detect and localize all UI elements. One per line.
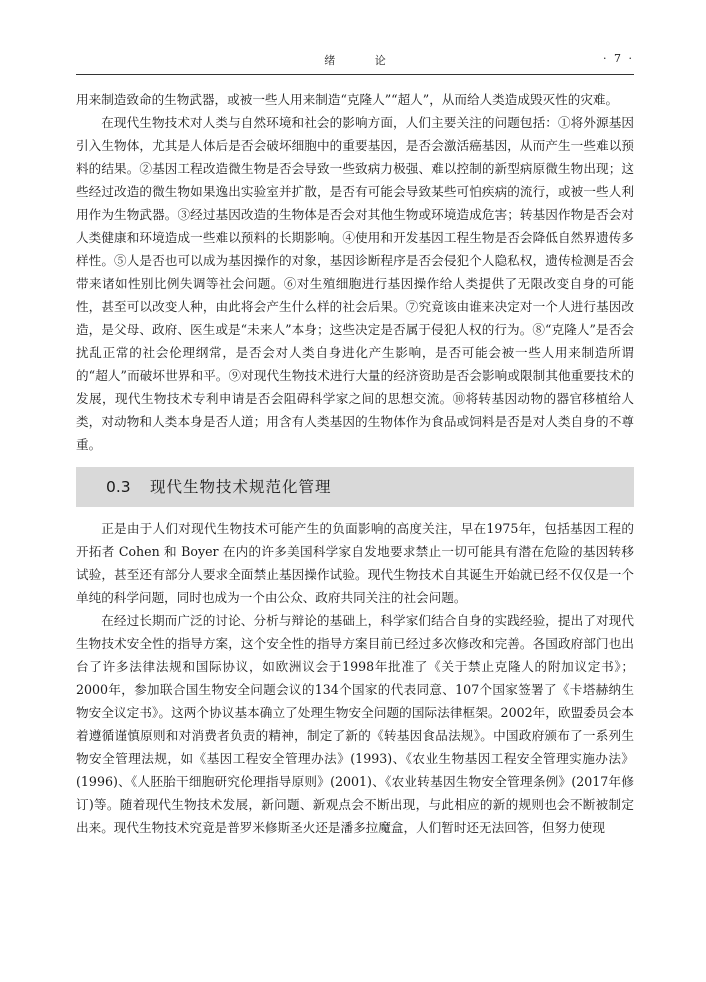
paragraph-concerns: 在现代生物技术对人类与自然环境和社会的影响方面，人们主要关注的问题包括：①将外源基因引入生物体，尤其是人体后是否会破坏细胞中的重要基因，是否会激活癌基因，从而产生一些难以预料的结果。②基因工程改造微生物是否会导致一些致病力极强、难以控制的新型病原微生物出现；这些经过改造的微生物如果逸出实验室并扩散，是否有可能会导致某些可怕疾病的流行，或被一些人利用作为生物武器。③经过基因改造的生物体是否会对其他生物或环境造成危害；转基因作物是否会对人类健康和环境造成一些难以预料的长期影响。④使用和开发基因工程生物是否会降低自然界遗传多样性。⑤人是否也可以成为基因操作的对象，基因诊断程序是否会侵犯个人隐私权，遗传检测是否会带来诸如性别比例失调等社会问题。⑥对生殖细胞进行基因操作给人类提供了无限改变自身的可能性，甚至可以改变人种，由此将会产生什么样的社会后果。⑦究竟该由谁来决定对一个人进行基因改造，是父母、政府、医生或是“未来人”本身；这些决定是否属于侵犯人权的行为。⑧“克隆人”是否会扰乱正常的社会伦理纲常，是否会对人类自身进化产生影响，是否可能会被一些人用来制造所谓的“超人”而破坏世界和平。⑨对现代生物技术进行大量的经济资助是否会影响或限制其他重要技术的发展，现代生物技术专利申请是否会阻碍科学家之间的思想交流。⑩将转基因动物的器官移植给人类，对动物和人类本身是否人道；用含有人类基因的生物体作为食品或饲料是否是对人类自身的不尊重。 (76, 115, 634, 452)
header-rule (76, 74, 634, 75)
section-heading (76, 467, 634, 507)
paragraph-continued: 用来制造致命的生物武器，或被一些人用来制造“克隆人”“超人”，从而给人类造成毁灭性的灾难。 (76, 92, 619, 107)
paragraph-background: 正是由于人们对现代生物技术可能产生的负面影响的高度关注，早在1975年，包括基因工程的开拓者 Cohen 和 Boyer 在内的许多美国科学家自发地要求禁止一切可能具有潜在危险的基因转移试验，甚至还有部分人要求全面禁止基因操作试验。现代生物技术自其诞生开始就已经不仅仅是一个单纯的科学问题，同时也成为一个由公众、政府共同关注的社会问题。 (76, 521, 634, 605)
header-title: 绪 论 (324, 54, 404, 67)
running-header (76, 50, 634, 70)
section-title: 现代生物技术规范化管理 (150, 477, 332, 496)
page-body (76, 88, 634, 839)
paragraph-regulations: 在经过长期而广泛的讨论、分析与辩论的基础上，科学家们结合自身的实践经验，提出了对现代生物技术安全性的指导方案，这个安全性的指导方案目前已经过多次修改和完善。各国政府部门也出台了许多法律法规和国际协议，如欧洲议会于1998年批准了《关于禁止克隆人的附加议定书》；2000年，参加联合国生物安全问题会议的134个国家的代表同意、107个国家签署了《卡塔赫纳生物安全议定书》。这两个协议基本确立了处理生物安全问题的国际法律框架。2002年，欧盟委员会本着遵循谨慎原则和对消费者负责的精神，制定了新的《转基因食品法规》。中国政府颁布了一系列生物安全管理法规，如《基因工程安全管理办法》(1993)、《农业生物基因工程安全管理实施办法》(1996)、《人胚胎干细胞研究伦理指导原则》(2001)、《农业转基因生物安全管理条例》(2017年修订)等。随着现代生物技术发展，新问题、新观点会不断出现，与此相应的新的规则也会不断被制定出来。现代生物技术究竟是普罗米修斯圣火还是潘多拉魔盒，人们暂时还无法回答，但努力使现 (76, 613, 634, 835)
section-number: 0.3 (106, 477, 131, 496)
page-number: · 7 · (603, 52, 634, 65)
